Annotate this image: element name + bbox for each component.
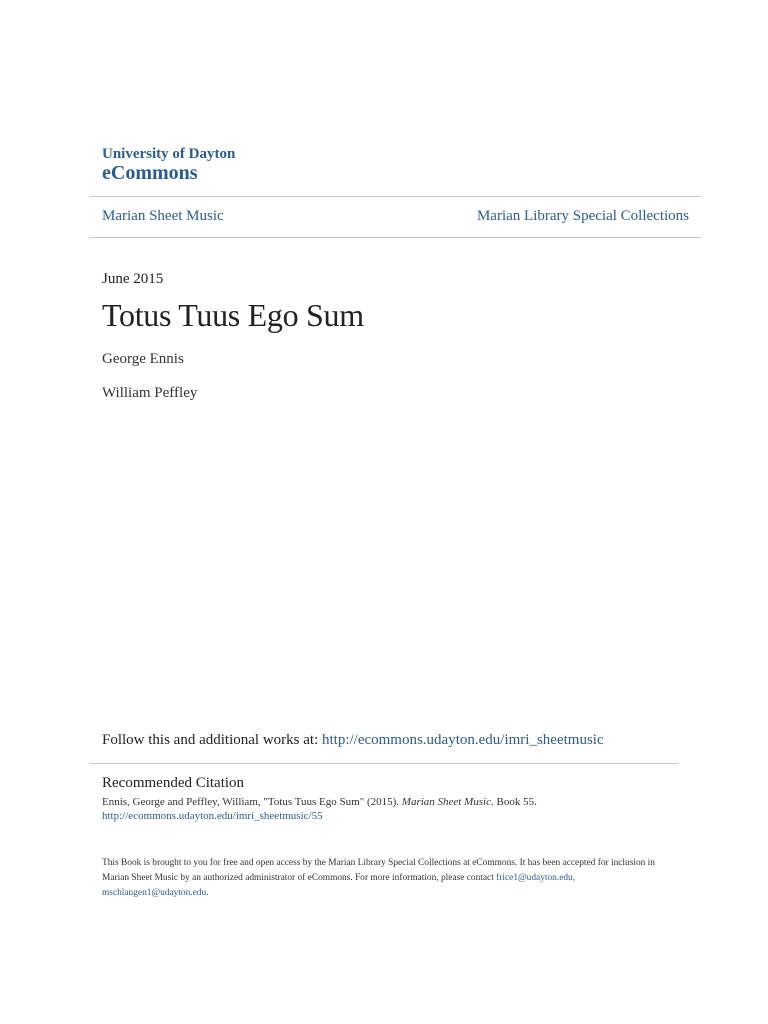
- contact-email-2[interactable]: mschlangen1@udayton.edu: [102, 888, 207, 898]
- citation-prefix: Ennis, George and Peffley, William, "Totus Tuus Ego Sum" (2015).: [102, 796, 402, 808]
- notice-end: .: [206, 888, 209, 898]
- institution-name: University of Dayton: [102, 146, 236, 162]
- citation-series: Marian Sheet Music: [401, 796, 491, 808]
- publication-date: June 2015: [102, 271, 164, 287]
- author-1: George Ennis: [102, 351, 184, 367]
- citation-url-link[interactable]: http://ecommons.udayton.edu/imri_sheetmusic/55: [102, 810, 323, 822]
- author-2: William Peffley: [102, 385, 198, 401]
- notice-text: This Book is brought to you for free and open access by the Marian Library Special Collections at eCommons. It has been accepted for inclusion in Marian Sheet Music by an authorized administrator of eCommons. For more information, please contact: [102, 858, 655, 883]
- citation-text: [102, 796, 537, 809]
- repository-name: eCommons: [102, 162, 198, 184]
- top-divider: [90, 196, 701, 197]
- follow-line: [102, 731, 604, 749]
- work-title: Totus Tuus Ego Sum: [102, 297, 364, 333]
- citation-divider: [90, 763, 678, 764]
- nav-divider: [90, 237, 701, 238]
- collection-url-link[interactable]: http://ecommons.udayton.edu/imri_sheetmusic: [321, 732, 604, 748]
- contact-email-1[interactable]: frice1@udayton.edu,: [496, 873, 576, 883]
- access-notice: [102, 856, 672, 901]
- parent-collection-link[interactable]: Marian Library Special Collections: [476, 208, 689, 224]
- citation-suffix: . Book 55.: [490, 796, 537, 808]
- collection-link[interactable]: Marian Sheet Music: [102, 208, 224, 224]
- follow-label: Follow this and additional works at:: [102, 732, 319, 748]
- citation-heading: Recommended Citation: [102, 775, 245, 791]
